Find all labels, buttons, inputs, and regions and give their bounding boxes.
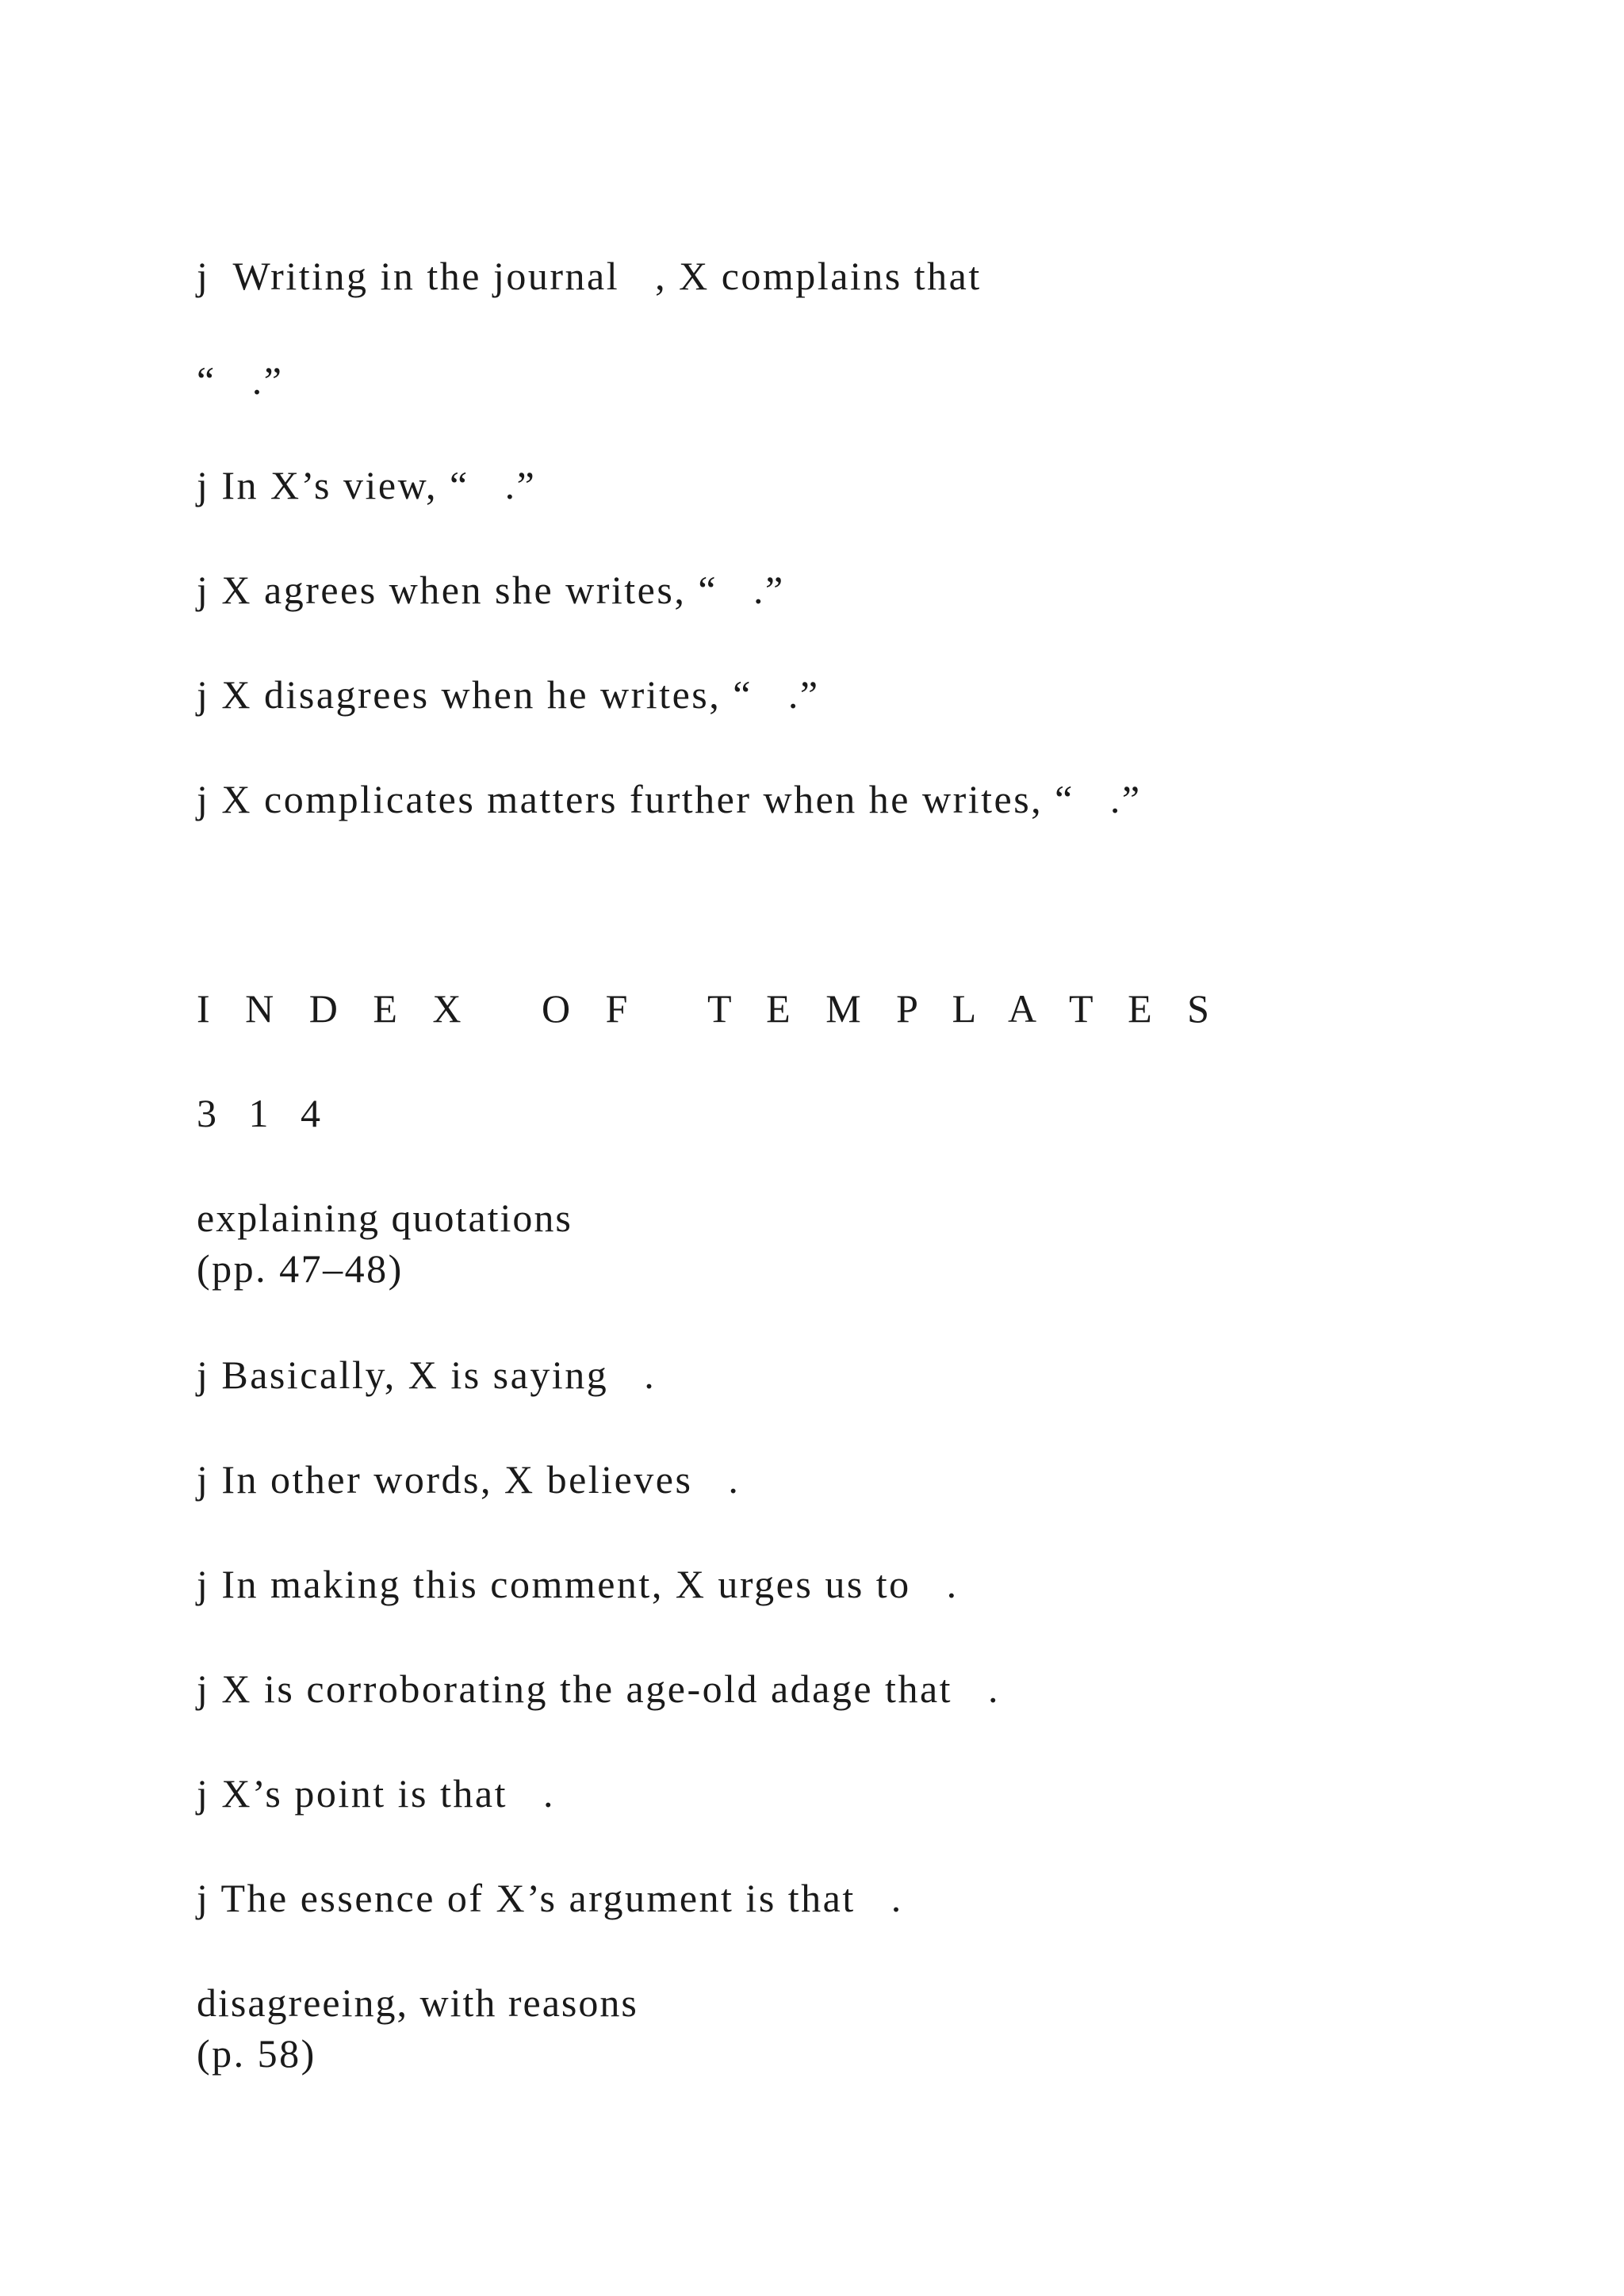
template-line: j The essence of X’s argument is that .: [197, 1876, 903, 1920]
running-header: I N D E X O F T E M P L A T E S: [197, 986, 1222, 1031]
template-line: j X complicates matters further when he writes, “ .”: [197, 777, 1142, 821]
section-pages: (p. 58): [197, 2031, 316, 2076]
template-line: j In X’s view, “ .”: [197, 463, 537, 507]
template-line: j Writing in the journal , X complains that: [197, 254, 982, 298]
section-title: explaining quotations: [197, 1196, 573, 1240]
section-pages: (pp. 47–48): [197, 1246, 404, 1291]
section-title: disagreeing, with reasons: [197, 1980, 638, 2025]
template-line: j X’s point is that .: [197, 1771, 555, 1816]
template-line: j X disagrees when he writes, “ .”: [197, 672, 820, 717]
page-number: 3 1 4: [197, 1091, 331, 1135]
template-line: “ .”: [197, 358, 284, 403]
template-line: j In other words, X believes .: [197, 1457, 741, 1502]
template-line: j X agrees when she writes, “ .”: [197, 568, 785, 612]
template-line: j Basically, X is saying .: [197, 1353, 657, 1397]
template-line: j X is corroborating the age-old adage that .: [197, 1667, 1001, 1711]
template-line: j In making this comment, X urges us to .: [197, 1562, 959, 1606]
